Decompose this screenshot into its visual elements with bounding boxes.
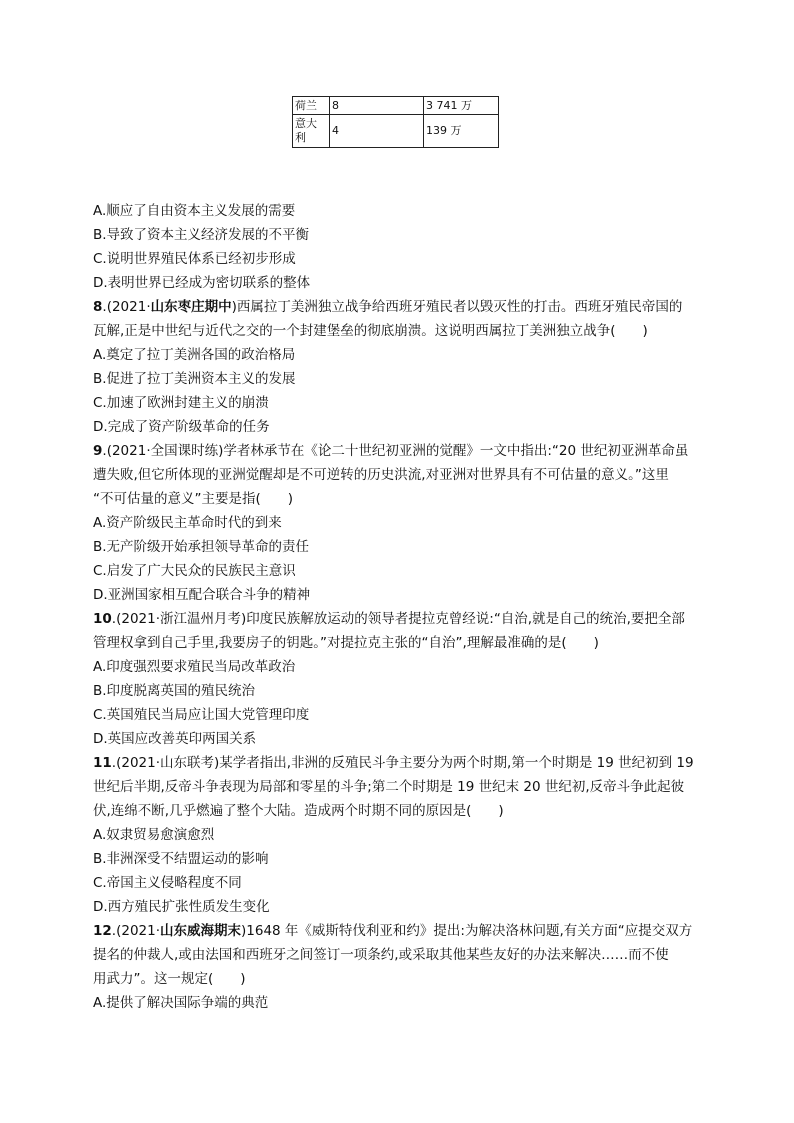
table-cell: 139 万	[424, 115, 499, 148]
q9-option-d: D.亚洲国家相互配合联合斗争的精神	[93, 587, 311, 603]
q7-option-b: B.导致了资本主义经济发展的不平衡	[93, 227, 310, 243]
q12-stem-line-2: 提名的仲裁人,或由法国和西班牙之间签订一项条约,或采取其他某些友好的办法来解决……而不使	[93, 947, 669, 963]
q9-stem-line-2: 遭失败,但它所体现的亚洲觉醒却是不可逆转的历史洪流,对亚洲对世界具有不可估量的意义。”这里	[93, 467, 669, 483]
q10-option-b: B.印度脱离英国的殖民统治	[93, 683, 256, 699]
q9-stem-line-1	[93, 442, 688, 460]
q10-number: 10	[93, 611, 112, 627]
table-row	[293, 97, 499, 115]
q12-stem-text: )1648 年《威斯特伐利亚和约》提出:为解决洛林问题,有关方面“应提交双方	[241, 923, 693, 939]
q11-stem-text: .(2021·山东联考)某学者指出,非洲的反殖民斗争主要分为两个时期,第一个时期是 19 世纪初到 19	[111, 755, 694, 771]
table-cell-country: 荷兰	[293, 97, 330, 115]
q12-option-a: A.提供了解决国际争端的典范	[93, 995, 269, 1011]
q8-option-d: D.完成了资产阶级革命的任务	[93, 419, 270, 435]
q7-option-d: D.表明世界已经成为密切联系的整体	[93, 275, 311, 291]
q10-option-d: D.英国应改善英印两国关系	[93, 731, 257, 747]
q11-option-c: C.帝国主义侵略程度不同	[93, 875, 242, 891]
q8-stem-text: )西属拉丁美洲独立战争给西班牙殖民者以毁灭性的打击。西班牙殖民帝国的	[231, 299, 683, 315]
q10-stem-text: .(2021·浙江温州月考)印度民族解放运动的领导者提拉克曾经说:“自治,就是自己的统治,要把全部	[111, 611, 685, 627]
q8-prefix: .(2021·	[102, 299, 151, 315]
q11-option-a: A.奴隶贸易愈演愈烈	[93, 827, 215, 843]
q11-option-d: D.西方殖民扩张性质发生变化	[93, 899, 270, 915]
q8-option-a: A.奠定了拉丁美洲各国的政治格局	[93, 347, 296, 363]
table-cell: 3 741 万	[424, 97, 499, 115]
q11-option-b: B.非洲深受不结盟运动的影响	[93, 851, 269, 867]
table-cell: 4	[330, 115, 424, 148]
q9-stem-line-3: “不可估量的意义”主要是指( )	[93, 491, 294, 507]
q9-option-a: A.资产阶级民主革命时代的到来	[93, 515, 282, 531]
q11-stem-line-3: 伏,连绵不断,几乎燃遍了整个大陆。造成两个时期不同的原因是( )	[93, 803, 504, 819]
q9-stem-text: .(2021·全国课时练)学者林承节在《论二十世纪初亚洲的觉醒》一文中指出:“20 世纪初亚洲革命虽	[102, 443, 689, 459]
country-line-2: 利	[295, 131, 306, 144]
q7-option-a: A.顺应了自由资本主义发展的需要	[93, 203, 296, 219]
q12-prefix: .(2021·	[111, 923, 161, 939]
table-cell-country	[293, 115, 330, 148]
q8-stem-line-2: 瓦解,正是中世纪与近代之交的一个封建堡垒的彻底崩溃。这说明西属拉丁美洲独立战争( )	[93, 323, 648, 339]
q10-option-a: A.印度强烈要求殖民当局改革政治	[93, 659, 296, 675]
q8-option-b: B.促进了拉丁美洲资本主义的发展	[93, 371, 296, 387]
q12-source: 山东威海期末	[160, 923, 242, 939]
q9-option-c: C.启发了广大民众的民族民主意识	[93, 563, 296, 579]
q12-stem-line-1	[93, 922, 692, 940]
data-table	[292, 96, 499, 148]
q10-option-c: C.英国殖民当局应让国大党管理印度	[93, 707, 310, 723]
q8-source: 山东枣庄期中	[150, 299, 232, 315]
table-row	[293, 115, 499, 148]
q12-stem-line-3: 用武力”。这一规定( )	[93, 971, 246, 987]
q8-stem-line-1	[93, 298, 682, 316]
q11-stem-line-2: 世纪后半期,反帝斗争表现为局部和零星的斗争;第二个时期是 19 世纪末 20 世纪初,反帝斗争此起彼	[93, 779, 685, 795]
q8-option-c: C.加速了欧洲封建主义的崩溃	[93, 395, 269, 411]
country-line-1: 意大	[295, 117, 317, 130]
q12-number: 12	[93, 923, 112, 939]
q9-number: 9	[93, 443, 103, 459]
q11-stem-line-1	[93, 754, 694, 772]
table-cell: 8	[330, 97, 424, 115]
q10-stem-line-1	[93, 610, 685, 628]
q10-stem-line-2: 管理权拿到自己手里,我要房子的钥匙。”对提拉克主张的“自治”,理解最准确的是( )	[93, 635, 599, 651]
q9-option-b: B.无产阶级开始承担领导革命的责任	[93, 539, 310, 555]
q11-number: 11	[93, 755, 112, 771]
q7-option-c: C.说明世界殖民体系已经初步形成	[93, 251, 296, 267]
q8-number: 8	[93, 299, 103, 315]
